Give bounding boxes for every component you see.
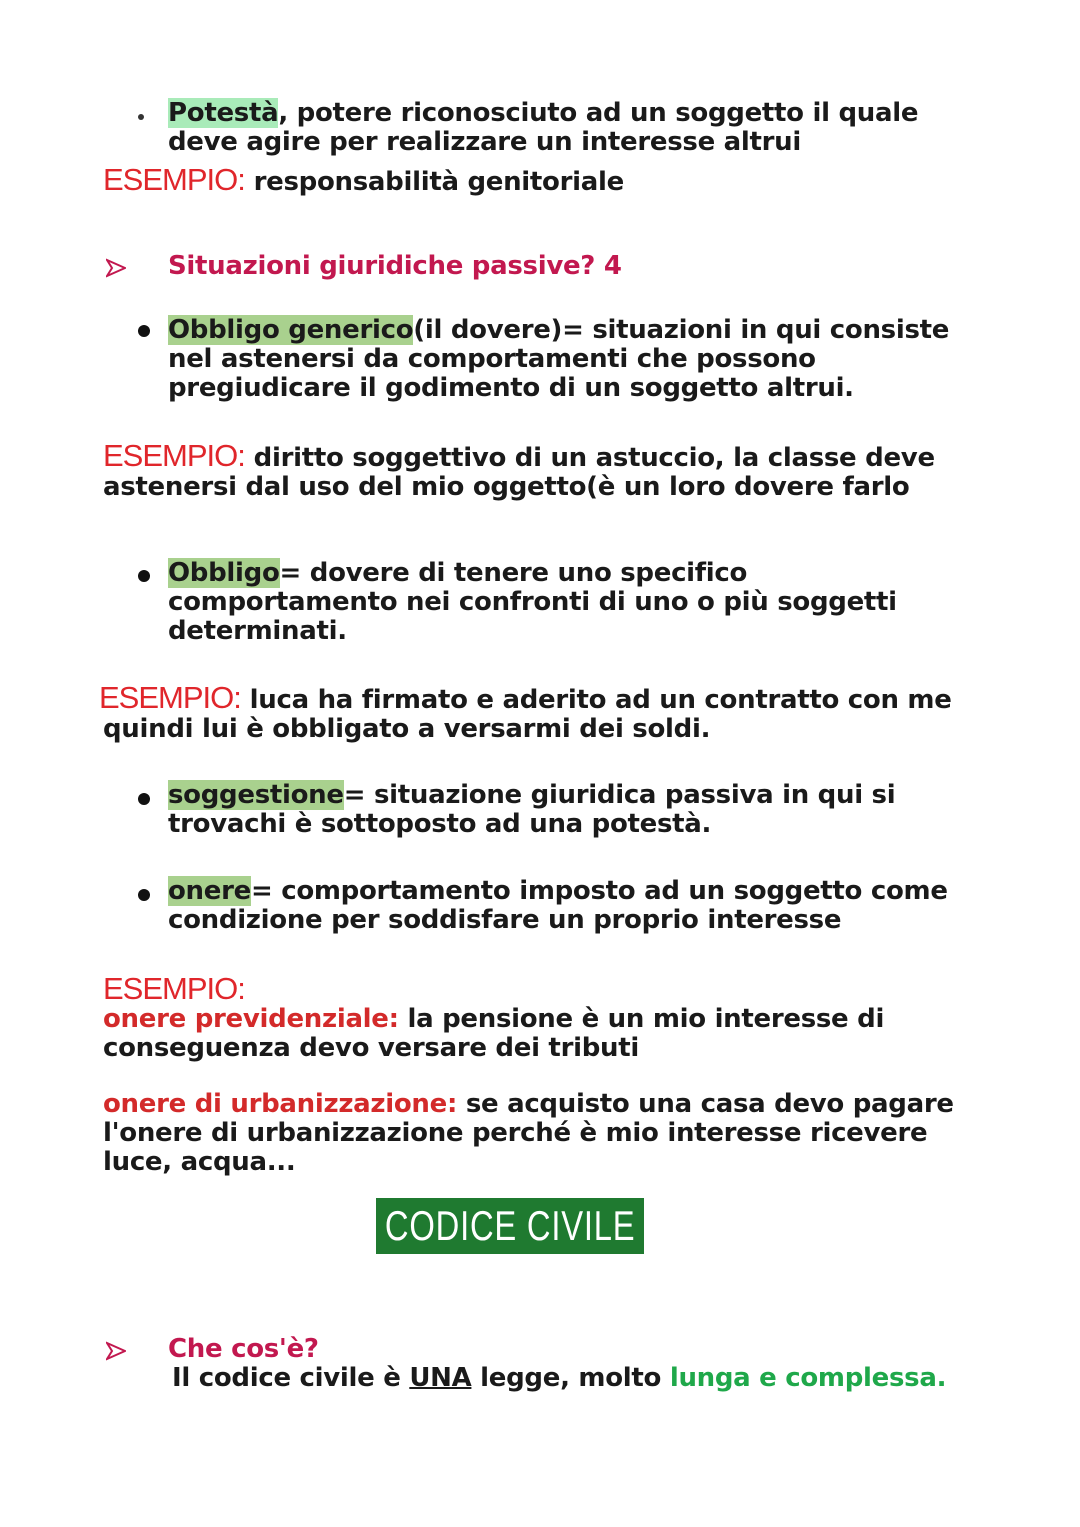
urbanizzazione-example	[103, 1090, 1003, 1177]
example-text: responsabilità genitoriale	[253, 167, 624, 197]
urbanizzazione-line-1	[103, 1090, 1003, 1119]
bullet-icon	[138, 325, 150, 337]
bullet-icon	[138, 114, 144, 120]
soggestione-term: soggestione	[168, 780, 344, 810]
soggestione-definition	[168, 781, 1018, 839]
potesta-definition	[168, 99, 988, 157]
codice-civile-banner	[376, 1198, 644, 1254]
urbanizzazione-line-3: luce, acqua...	[103, 1147, 296, 1177]
obbligo-line-1	[168, 559, 1018, 588]
cose-text-underlined: UNA	[409, 1363, 472, 1393]
previdenziale-line-1	[103, 1005, 1003, 1034]
onere-term: onere	[168, 876, 251, 906]
example-line-1	[103, 438, 1003, 473]
onere-line-2: condizione per soddisfare un proprio interesse	[168, 905, 842, 935]
cose-text-green: lunga e complessa.	[669, 1363, 947, 1393]
obbligo-definition	[168, 559, 1018, 646]
example-line-2: astenersi dal uso del mio oggetto(è un loro dovere farlo	[103, 472, 910, 502]
example-label: ESEMPIO:	[99, 680, 241, 715]
soggestione-line-1-text: = situazione giuridica passiva in qui si	[343, 780, 896, 810]
onere-previdenziale-term: onere previdenziale:	[103, 1004, 399, 1034]
soggestione-line-2: trovachi è sottoposto ad una potestà.	[168, 809, 712, 839]
urbanizzazione-text: se acquisto una casa devo pagare	[457, 1089, 954, 1119]
example-text: diritto soggettivo di un astuccio, la classe deve	[253, 443, 935, 473]
example-label: ESEMPIO:	[103, 438, 245, 473]
obbligo-line-3: determinati.	[168, 616, 347, 646]
previdenziale-text: la pensione è un mio interesse di	[398, 1004, 885, 1034]
obbligo-example	[99, 680, 1019, 744]
obbligo-generico-line-3: pregiudicare il godimento di un soggetto altrui.	[168, 373, 854, 403]
cose-heading: Che cos'è?	[168, 1334, 319, 1364]
example-label: ESEMPIO:	[103, 971, 245, 1006]
potesta-term: Potestà	[168, 98, 279, 128]
obbligo-generico-example	[103, 438, 1003, 502]
example-text: luca ha firmato e aderito ad un contratto con me	[249, 685, 952, 715]
banner-title: CODICE CIVILE	[384, 1202, 636, 1249]
obbligo-generico-line-2: nel astenersi da comportamenti che possono	[168, 344, 816, 374]
obbligo-generico-definition	[168, 316, 1018, 403]
urbanizzazione-line-2: l'onere di urbanizzazione perché è mio interesse ricevere	[103, 1118, 928, 1148]
potesta-example	[103, 162, 1003, 197]
previdenziale-line-2: conseguenza devo versare dei tributi	[103, 1033, 639, 1063]
bullet-icon	[138, 793, 150, 805]
onere-definition	[168, 877, 1048, 935]
potesta-line-2: deve agire per realizzare un interesse altrui	[168, 127, 801, 157]
bullet-icon	[138, 889, 150, 901]
obbligo-generico-line-1	[168, 316, 1018, 345]
obbligo-generico-term: Obbligo generico	[168, 315, 414, 345]
onere-line-1-text: = comportamento imposto ad un soggetto come	[250, 876, 948, 906]
example-line-1	[99, 680, 1019, 715]
cose-text-before: Il codice civile è	[172, 1363, 410, 1393]
potesta-line-1	[168, 99, 988, 128]
obbligo-generico-line-1-text: (il dovere)= situazioni in qui consiste	[413, 315, 950, 345]
cose-text-middle: legge, molto	[471, 1363, 670, 1393]
passive-situations-heading: Situazioni giuridiche passive? 4	[168, 251, 622, 281]
onere-example	[103, 973, 1003, 1063]
obbligo-line-1-text: = dovere di tenere uno specifico	[279, 558, 748, 588]
onere-urbanizzazione-term: onere di urbanizzazione:	[103, 1089, 458, 1119]
potesta-line-1-text: , potere riconosciuto ad un soggetto il quale	[278, 98, 919, 128]
obbligo-line-2: comportamento nei confronti di uno o più soggetti	[168, 587, 897, 617]
cose-text	[172, 1364, 1032, 1393]
example-label: ESEMPIO:	[103, 162, 245, 197]
obbligo-term: Obbligo	[168, 558, 280, 588]
example-line-2: quindi lui è obbligato a versarmi dei soldi.	[103, 714, 711, 744]
soggestione-line-1	[168, 781, 1018, 810]
onere-line-1	[168, 877, 1048, 906]
bullet-icon	[138, 570, 150, 582]
